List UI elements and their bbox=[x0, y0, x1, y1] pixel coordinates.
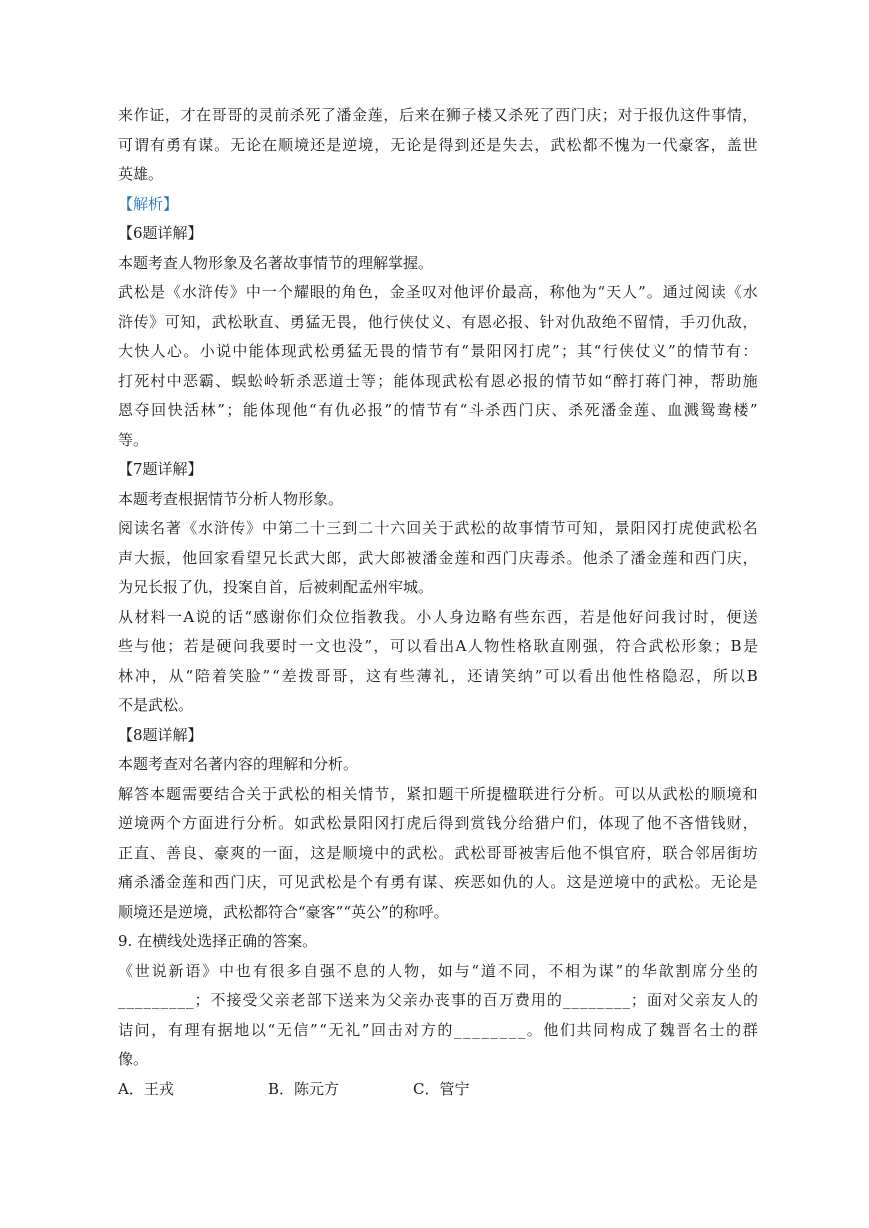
paragraph-line: 痛 杀 潘 金 莲 和 西 门 庆 ， 可 见 武 松 是 个 有 勇 有 谋 、 疾 恶 如 仇 的 人 。 这 是 逆 境 中 的 武 松 。 无 论 是 bbox=[118, 873, 758, 891]
paragraph-line: 恩 夺 回 快 活 林 ” ； 能 体 现 他 “ 有 仇 必 报 ” 的 情 节 有 “ 斗 杀 西 门 庆 、 杀 死 潘 金 莲 、 血 溅 鸳 鸯 楼 ” bbox=[118, 401, 758, 419]
paragraph-line: 阅 读 名 著 《 水 浒 传 》 中 第 二 十 三 到 二 十 六 回 关 于 武 松 的 故 事 情 节 可 知 ， 景 阳 冈 打 虎 使 武 松 名 bbox=[118, 519, 758, 537]
paragraph-line: 本题考查根据情节分析人物形象。 bbox=[118, 489, 344, 508]
paragraph-line: 正 直 、 善 良 、 豪 爽 的 一 面 ， 这 是 顺 境 中 的 武 松 。 武 松 哥 哥 被 害 后 他 不 惧 官 府 ， 联 合 邻 居 街 坊 bbox=[118, 843, 758, 862]
q8-heading: 【8题详解】 bbox=[118, 725, 203, 744]
paragraph-line: 《 世 说 新 语 》 中 也 有 很 多 自 强 不 息 的 人 物 ， 如 与 “ 道 不 同 ， 不 相 为 谋 ” 的 华 歆 割 席 分 坐 的 bbox=[118, 961, 758, 980]
answer-options bbox=[118, 1075, 758, 1105]
paragraph-line: 顺境还是逆境，武松都符合“豪客”“英公”的称呼。 bbox=[118, 902, 449, 921]
option-a: A．王戎 bbox=[118, 1079, 174, 1098]
paragraph-line: 打 死 村 中 恶 霸 、 蜈 蚣 岭 斩 杀 恶 道 士 等 ； 能 体 现 武 松 有 恩 必 报 的 情 节 如 “ 醉 打 蒋 门 神 ， 帮 助 施 bbox=[118, 371, 758, 390]
paragraph-line: 来 作 证 ， 才 在 哥 哥 的 灵 前 杀 死 了 潘 金 莲 ， 后 来 在 狮 子 楼 又 杀 死 了 西 门 庆 ； 对 于 报 仇 这 件 事 情 ， bbox=[118, 106, 758, 124]
paragraph-line: 本题考查人物形象及名著故事情节的理解掌握。 bbox=[118, 253, 434, 272]
paragraph-line: 像。 bbox=[118, 1050, 149, 1068]
paragraph-line: 大 快 人 心 。 小 说 中 能 体 现 武 松 勇 猛 无 畏 的 情 节 有 “ 景 阳 冈 打 虎 ” ； 其 “ 行 侠 仗 义 ” 的 情 节 有 ： bbox=[118, 342, 758, 360]
paragraph-line: 本题考查对名著内容的理解和分析。 bbox=[118, 755, 359, 773]
paragraph-line: 逆 境 两 个 方 面 进 行 分 析 。 如 武 松 景 阳 冈 打 虎 后 得 到 赏 钱 分 给 猎 户 们 ， 体 现 了 他 不 吝 惜 钱 财 ， bbox=[118, 814, 758, 832]
paragraph-line: 从 材 料 一 A 说 的 话 “ 感 谢 你 们 众 位 指 教 我 。 小 人 身 边 略 有 些 东 西 ， 若 是 他 好 问 我 讨 时 ， 便 送 bbox=[118, 607, 758, 626]
paragraph-line: 诘 问 ， 有 理 有 据 地 以 “ 无 信 ” “ 无 礼 ” 回 击 对 方 的 _ _ _ _ _ _ _ _ 。 他 们 共 同 构 成 了 魏 晋 名 士 的 群 bbox=[118, 1020, 758, 1039]
paragraph-line: 为兄长报了仇，投案自首，后被刺配孟州牢城。 bbox=[118, 578, 434, 596]
paragraph-line: 等。 bbox=[118, 430, 149, 449]
paragraph-line: 些 与 他 ； 若 是 硬 问 我 要 时 一 文 也 没 ” ， 可 以 看 出 A 人 物 性 格 耿 直 刚 强 ， 符 合 武 松 形 象 ； B 是 bbox=[118, 637, 758, 655]
q6-heading: 【6题详解】 bbox=[118, 224, 203, 242]
q7-heading: 【7题详解】 bbox=[118, 460, 203, 478]
paragraph-line: 声 大 振 ， 他 回 家 看 望 兄 长 武 大 郎 ， 武 大 郎 被 潘 金 莲 和 西 门 庆 毒 杀 。 他 杀 了 潘 金 莲 和 西 门 庆 ， bbox=[118, 548, 758, 567]
option-c: C．管宁 bbox=[413, 1079, 470, 1098]
paragraph-line: 浒 传 》 可 知 ， 武 松 耿 直 、 勇 猛 无 畏 ， 他 行 侠 仗 义 、 有 恩 必 报 、 针 对 仇 敌 绝 不 留 情 ， 手 刃 仇 敌 ， bbox=[118, 312, 758, 331]
paragraph-line: 可 谓 有 勇 有 谋 。 无 论 在 顺 境 还 是 逆 境 ， 无 论 是 得 到 还 是 失 去 ， 武 松 都 不 愧 为 一 代 豪 客 ， 盖 世 bbox=[118, 135, 758, 154]
document-content bbox=[118, 101, 758, 1104]
analysis-tag: 【解析】 bbox=[118, 194, 179, 213]
paragraph-line: 英雄。 bbox=[118, 165, 164, 183]
option-b: B．陈元方 bbox=[268, 1079, 340, 1098]
paragraph-line: 不是武松。 bbox=[118, 696, 194, 714]
paragraph-line: 武 松 是 《 水 浒 传 》 中 一 个 耀 眼 的 角 色 ， 金 圣 叹 对 他 评 价 最 高 ， 称 他 为 “ 天 人 ” 。 通 过 阅 读 《 水 bbox=[118, 283, 758, 301]
q9-heading: 9. 在横线处选择正确的答案。 bbox=[118, 932, 318, 950]
paragraph-line: 解 答 本 题 需 要 结 合 关 于 武 松 的 相 关 情 节 ， 紧 扣 题 干 所 提 楹 联 进 行 分 析 。 可 以 从 武 松 的 顺 境 和 bbox=[118, 784, 758, 803]
paragraph-line: _ _ _ _ _ _ _ _ _ ； 不 接 受 父 亲 老 部 下 送 来 为 父 亲 办 丧 事 的 百 万 费 用 的 _ _ _ _ _ _ _ _ ； 面 对 父 亲 友 人 的 bbox=[118, 991, 758, 1009]
paragraph-line: 林 冲 ， 从 “ 陪 着 笑 脸 ” “ 差 拨 哥 哥 ， 这 有 些 薄 礼 ， 还 请 笑 纳 ” 可 以 看 出 他 性 格 隐 忍 ， 所 以 B bbox=[118, 666, 758, 685]
